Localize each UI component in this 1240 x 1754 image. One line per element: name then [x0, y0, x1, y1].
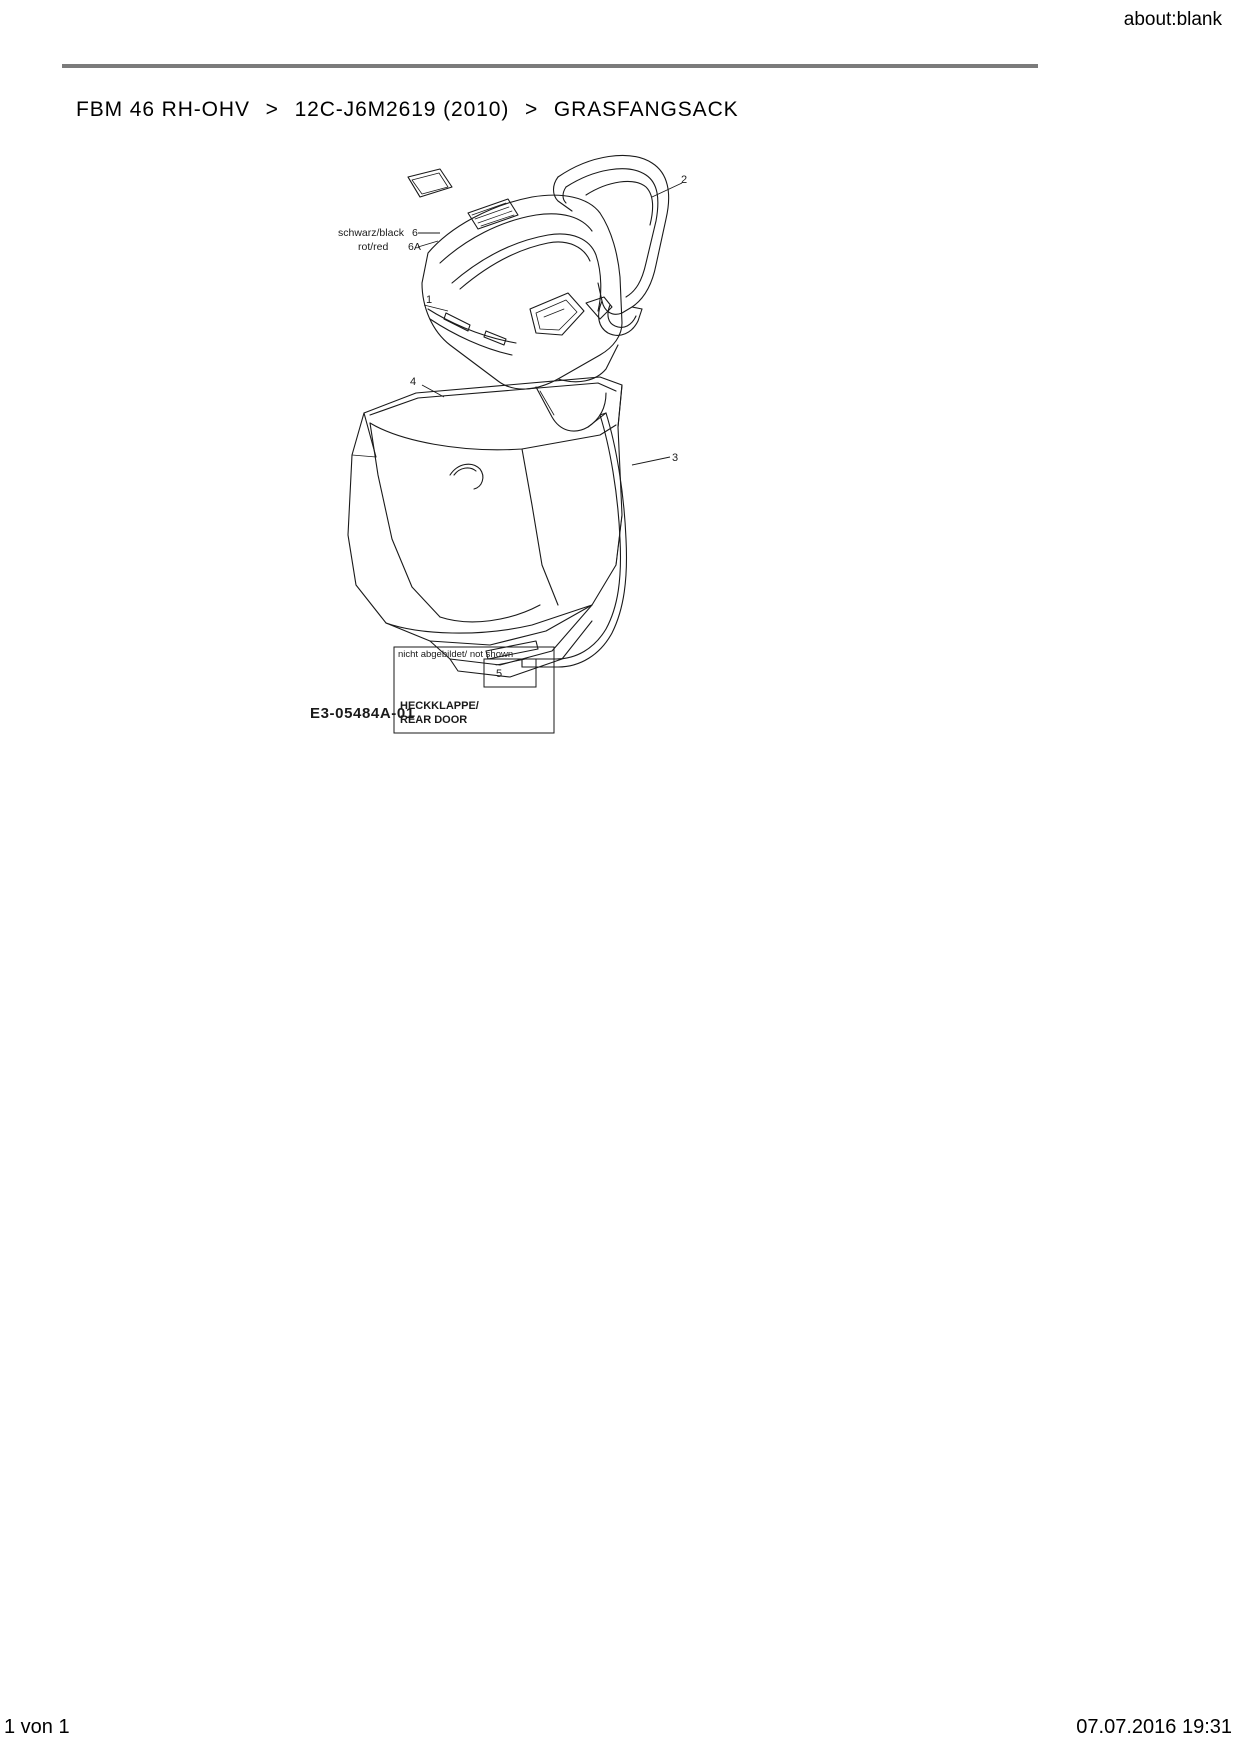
- note-box-caption-2: REAR DOOR: [400, 714, 468, 726]
- callout-4: 4: [410, 376, 417, 388]
- parts-diagram: [300, 135, 820, 765]
- breadcrumb-item-assembly[interactable]: GRASFANGSACK: [553, 98, 739, 121]
- print-header: [0, 0, 1240, 40]
- note-box-caption-1: HECKKLAPPE/: [400, 700, 479, 712]
- breadcrumb-item-serial[interactable]: 12C-J6M2619 (2010): [294, 98, 510, 121]
- note-box: [394, 647, 554, 733]
- callout-3: 3: [672, 452, 679, 464]
- breadcrumb-separator: >: [265, 98, 279, 121]
- callout-leaders: [418, 183, 682, 465]
- diagram-plate-number: E3-05484A-01: [310, 705, 415, 722]
- part-filter-flap: [408, 169, 452, 197]
- legend-label-black: schwarz/black: [338, 227, 404, 239]
- callout-2: 2: [681, 174, 688, 186]
- breadcrumb-separator: >: [524, 98, 539, 121]
- footer-timestamp: 07.07.2016 19:31: [1076, 1715, 1232, 1738]
- header-divider: [62, 64, 1038, 68]
- breadcrumb: [76, 98, 739, 122]
- legend-code-red: 6A: [408, 241, 421, 253]
- part-grass-bag: [348, 377, 622, 677]
- footer-page-indicator: 1 von 1: [4, 1715, 70, 1738]
- color-legend: [338, 227, 421, 253]
- legend-code-black: 6: [412, 227, 418, 239]
- callout-labels: [410, 174, 687, 680]
- legend-label-red: rot/red: [358, 241, 389, 253]
- note-box-note: nicht abgebildet/ not shown: [398, 649, 514, 660]
- breadcrumb-item-model[interactable]: FBM 46 RH-OHV: [76, 98, 250, 121]
- callout-1: 1: [426, 294, 433, 306]
- callout-5: 5: [496, 668, 503, 680]
- header-url: about:blank: [1123, 9, 1222, 30]
- parts-diagram-drawing: [300, 135, 820, 765]
- print-footer: [0, 1714, 1240, 1740]
